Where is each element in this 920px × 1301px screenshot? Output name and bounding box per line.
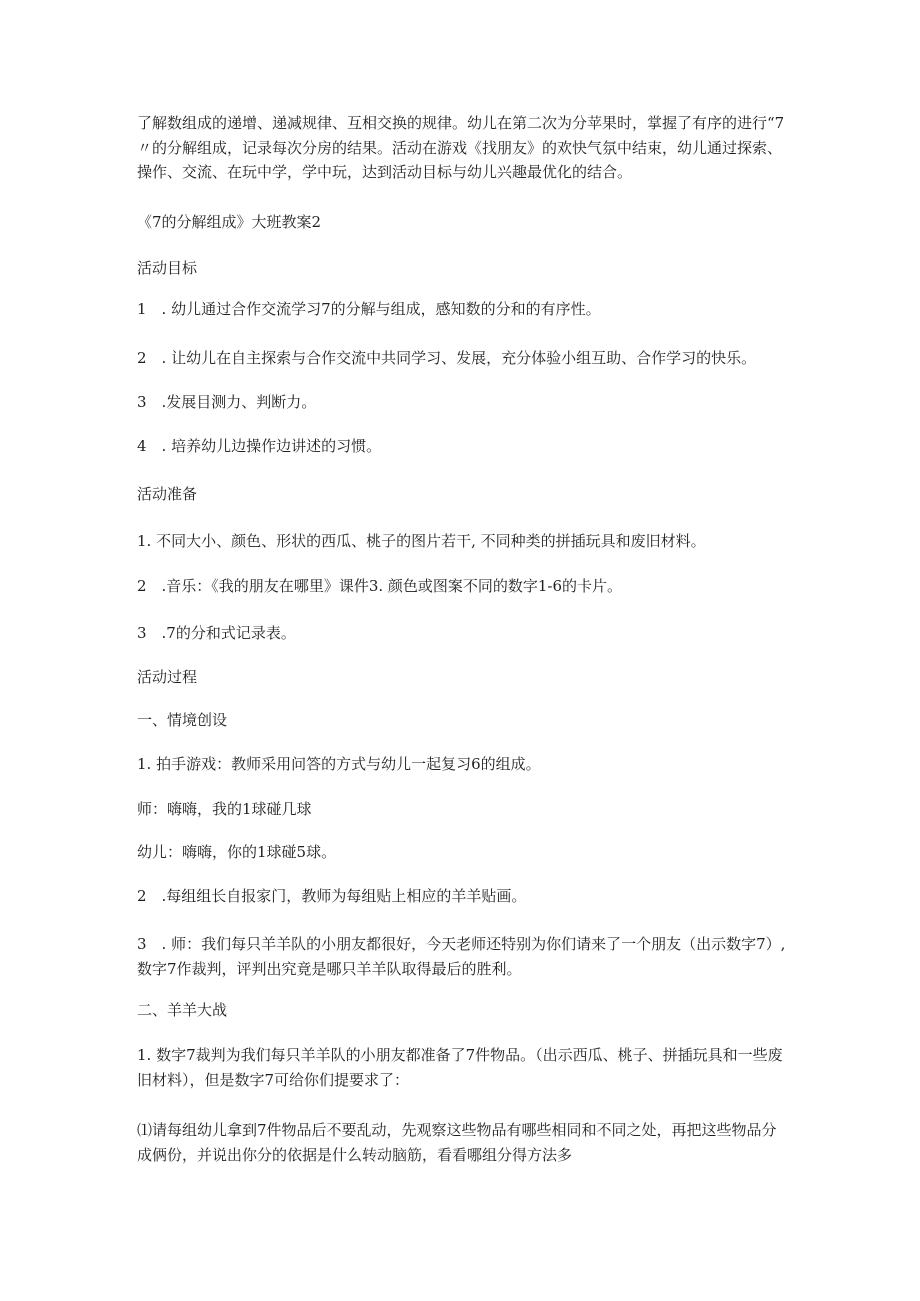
battle-step: 1. 数字7裁判为我们每只羊羊队的小朋友都准备了7件物品。（出示西瓜、桃子、拼插玩具和一些废旧材料），但是数字7可给你们提要求了：	[137, 1046, 783, 1089]
goal-item: 4 . 培养幼儿边操作边讲述的习惯。	[137, 437, 382, 455]
battle-substep: ⑴请每组幼儿拿到7件物品后不要乱动，先观察这些物品有哪些相同和不同之处，再把这些物品分成俩份，并说出你分的依据是什么转动脑筋，看看哪组分得方法多	[137, 1121, 777, 1164]
goal-item: 3 .发展目测力、判断力。	[137, 393, 317, 411]
section-heading-two: 二、羊羊大战	[137, 1001, 228, 1019]
goal-item: 1 . 幼儿通过合作交流学习7的分解与组成，感知数的分和的有序性。	[137, 300, 601, 318]
process-step: 1. 拍手游戏：教师采用问答的方式与幼儿一起复习6的组成。	[137, 755, 541, 773]
prep-heading: 活动准备	[137, 485, 198, 503]
section-heading-one: 一、情境创设	[137, 711, 228, 729]
process-heading: 活动过程	[137, 668, 198, 686]
prep-item: 1. 不同大小、颜色、形状的西瓜、桃子的图片若干, 不同种类的拼插玩具和废旧材料。	[137, 532, 706, 550]
intro-paragraph: 了解数组成的递增、递减规律、互相交换的规律。幼儿在第二次为分苹果时，掌握了有序的进行“7〃的分解组成，记录每次分房的结果。活动在游戏《找朋友》的欢快气氛中结束，幼儿通过探索、操作、交流、在玩中学，学中玩，达到活动目标与幼儿兴趣最优化的结合。	[137, 114, 785, 181]
goal-item: 2 . 让幼儿在自主探索与合作交流中共同学习、发展，充分体验小组互助、合作学习的快乐。	[137, 349, 757, 367]
process-step: 3 . 师：我们每只羊羊队的小朋友都很好，今天老师还特别为你们请来了一个朋友（出示数字7）,数字7作裁判，评判出究竟是哪只羊羊队取得最后的胜利。	[137, 935, 786, 978]
lesson-title: 《7的分解组成》大班教案2	[137, 213, 322, 231]
prep-item: 3 .7的分和式记录表。	[137, 624, 296, 642]
prep-item: 2 .音乐：《我的朋友在哪里》课件3. 颜色或图案不同的数字1-6的卡片。	[137, 577, 623, 595]
process-step: 2 .每组组长自报家门，教师为每组贴上相应的羊羊贴画。	[137, 887, 527, 905]
dialog-line: 幼儿：嗨嗨，你的1球碰5球。	[137, 843, 337, 861]
goals-heading: 活动目标	[137, 259, 198, 277]
dialog-line: 师：嗨嗨，我的1球碰几球	[137, 800, 312, 818]
